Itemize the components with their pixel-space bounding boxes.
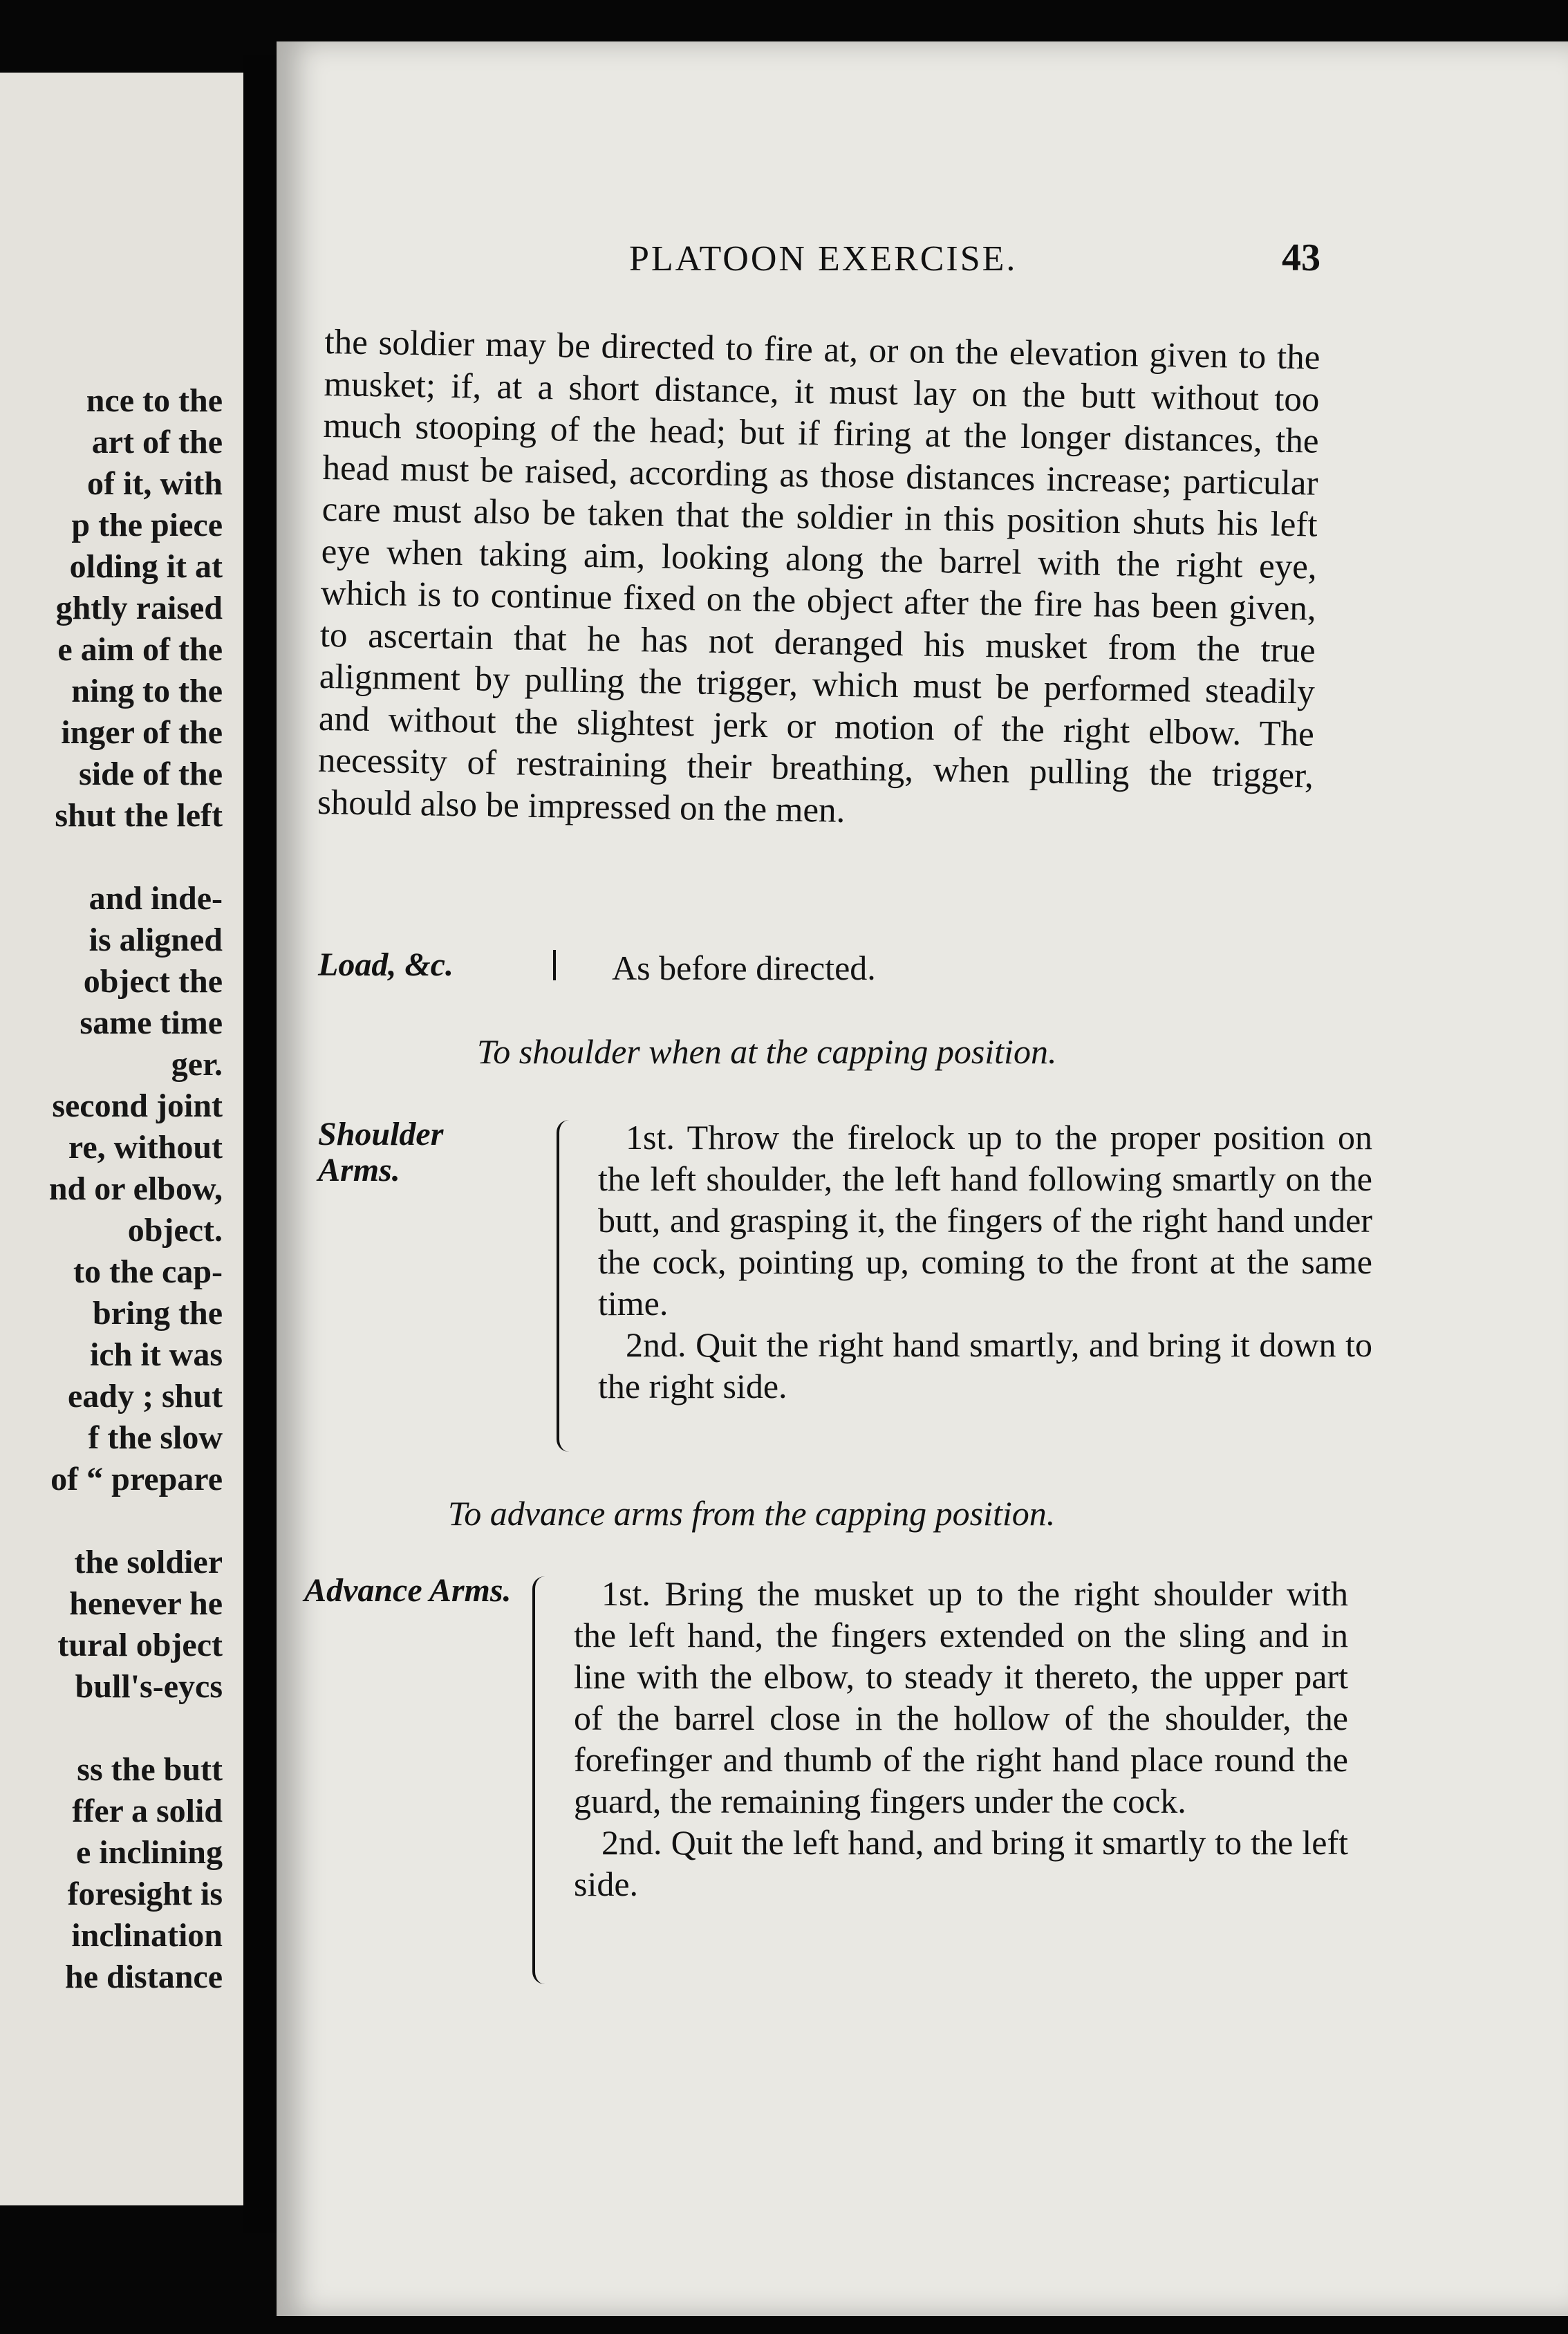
shoulder-step-2: 2nd. Quit the right hand smartly, and bring it down to the right side. (598, 1325, 1372, 1406)
left-page-line: nce to the (86, 382, 223, 419)
left-page-line: inger of the (61, 714, 223, 751)
left-page (0, 73, 243, 2205)
shoulder-arms-label: Shoulder Arms. (318, 1116, 444, 1188)
left-page-line: side of the (79, 756, 223, 792)
left-page-line: tural object (57, 1627, 223, 1663)
left-page-line: olding it at (69, 548, 223, 585)
shoulder-step-1: 1st. Throw the firelock up to the proper position on the left shoulder, the left hand following smartly on the butt, and grasping it, the fingers of the right hand under the cock, pointing up, coming to the front at the same time. (598, 1118, 1372, 1323)
left-page-line: bring the (92, 1295, 223, 1332)
left-page-line: the soldier (74, 1544, 223, 1580)
left-page-line: object. (127, 1212, 223, 1249)
left-page-line: ghtly raised (55, 590, 223, 626)
left-page-line: e inclining (75, 1834, 223, 1871)
load-text: As before directed. (612, 949, 876, 987)
left-page-line: of it, with (87, 465, 223, 502)
left-page-line: re, without (68, 1129, 223, 1166)
left-page-line: p the piece (71, 507, 223, 543)
left-page-line: art of the (91, 424, 223, 460)
separator-bar (553, 950, 556, 980)
advance-step-1: 1st. Bring the musket up to the right shoulder with the left hand, the fingers extended on the sling and in line with the elbow, to steady it thereto, the upper part of the barrel close in the hollow of the shoulder, the forefinger and thumb of the right hand place round the guard, the remaining fingers under the cock. (574, 1574, 1348, 1820)
book-gutter (243, 55, 277, 2233)
left-page-line: of “ prepare (50, 1461, 223, 1497)
left-page-line: same time (80, 1005, 223, 1041)
left-page-line (0, 837, 223, 878)
section-title-shoulder: To shoulder when at the capping position. (477, 1032, 1057, 1071)
left-page-line: he distance (65, 1959, 223, 1995)
left-page-line: henever he (69, 1585, 223, 1622)
load-label: Load, &c. (318, 946, 454, 983)
left-page-line: bull's-eycs (75, 1668, 223, 1705)
left-page-line: object the (83, 963, 223, 1000)
left-page-line: ich it was (90, 1336, 223, 1373)
left-page-line: inclination (71, 1917, 223, 1954)
left-page-line: eady ; shut (67, 1378, 223, 1415)
left-page-line: and inde- (88, 880, 223, 917)
page-header (339, 236, 1334, 294)
left-page-line (0, 1500, 223, 1542)
left-page-line: foresight is (67, 1876, 223, 1912)
left-page-line: is aligned (88, 922, 223, 958)
advance-step-2: 2nd. Quit the left hand, and bring it smartly to the left side. (574, 1823, 1348, 1903)
left-page-line: ger. (171, 1046, 223, 1083)
left-page-line: e aim of the (57, 631, 223, 668)
section-title-advance: To advance arms from the capping position. (448, 1494, 1056, 1533)
body-paragraph (317, 321, 1320, 839)
left-page-line: shut the left (55, 797, 223, 834)
body-paragraph-text: the soldier may be directed to fire at, or on the elevation given to the musket; if, at a short distance, it must lay on the butt without too much stooping of the head; but if firing at the longer distances, the head must be raised, according as those distances increase; particular care must also be taken that the soldier in this position shuts his left eye when taking aim, looking along the barrel with the right eye, which is to continue fixed on the object after the fire has been given, to ascertain that he has not deranged his musket from the true alignment by pulling the trigger, which must be performed steadily and without the slightest jerk or motion of the right elbow. The necessity of restraining their breathing, when pulling the trigger, should also be impressed on the men. (317, 322, 1320, 830)
left-page-line: to the cap- (73, 1253, 223, 1290)
page-number: 43 (1282, 236, 1320, 279)
shoulder-arms-text (557, 1117, 1372, 1407)
left-page-line (0, 1708, 223, 1749)
left-page-line: ning to the (71, 673, 223, 709)
advance-arms-text (532, 1573, 1348, 1905)
left-page-line: second joint (52, 1087, 223, 1124)
left-page-line: nd or elbow, (48, 1170, 223, 1207)
left-page-text (0, 380, 223, 1998)
advance-arms-label: Advance Arms. (304, 1572, 512, 1609)
left-page-line: ffer a solid (72, 1793, 223, 1829)
left-page-line: f the slow (88, 1419, 223, 1456)
left-page-line: ss the butt (77, 1751, 223, 1788)
running-title: PLATOON EXERCISE. (629, 239, 1018, 279)
